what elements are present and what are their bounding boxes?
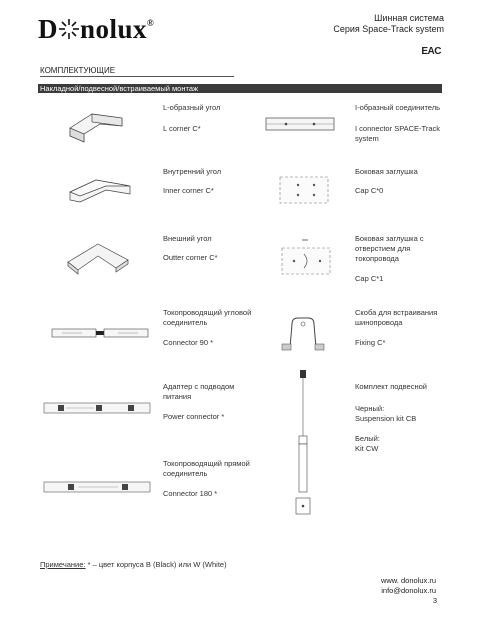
suspension-black-ru: Черный: xyxy=(355,404,385,413)
fixing-ru-2: шинопровода xyxy=(355,318,403,327)
registered-mark: ® xyxy=(147,18,155,28)
section-title: КОМПЛЕКТУЮЩИЕ xyxy=(40,66,116,75)
inner-corner-image xyxy=(66,174,134,208)
connector-90-ru-1: Токопроводящий угловой xyxy=(163,308,252,317)
footnote xyxy=(40,560,227,570)
cap-hole-en: Cap C*1 xyxy=(355,274,384,283)
i-connector-en-1: I connector SPACE-Track xyxy=(355,124,441,133)
brand-logo xyxy=(38,14,154,45)
cap-en: Cap C*0 xyxy=(355,186,384,195)
cap-hole-image xyxy=(280,238,332,276)
title-line-2: Серия Space-Track system xyxy=(333,24,444,34)
contact-info xyxy=(381,576,436,595)
l-corner-ru: L-образный угол xyxy=(163,103,221,112)
section-divider xyxy=(40,76,234,77)
cap-hole-ru-3: токопровода xyxy=(355,254,399,263)
website[interactable]: www. donolux.ru xyxy=(380,576,436,585)
outer-corner-ru: Внешний угол xyxy=(163,234,212,243)
power-connector-en: Power connector * xyxy=(163,412,225,421)
email[interactable]: info@donolux.ru xyxy=(381,585,436,595)
logo-letter-d: D xyxy=(38,14,58,44)
cap-hole-ru-1: Боковая заглушка с xyxy=(355,234,424,243)
power-connector-ru-1: Адаптер с подводом xyxy=(163,382,235,391)
fixing-en: Fixing C* xyxy=(355,338,386,347)
connector-180-ru-1: Токопроводящий прямой xyxy=(163,459,250,468)
outer-corner-en: Outter corner C* xyxy=(163,253,218,262)
eac-mark: EAC xyxy=(421,46,441,57)
inner-corner-ru: Внутренний угол xyxy=(163,167,222,176)
connector-180-image xyxy=(44,479,150,495)
outer-corner-image xyxy=(64,240,134,276)
footnote-label: Примечание: xyxy=(40,560,86,569)
fixing-ru-1: Скоба для встраивания xyxy=(355,308,438,317)
i-connector-ru: I-образный соединитель xyxy=(355,103,441,112)
logo-text: nolux xyxy=(80,14,148,44)
power-connector-image xyxy=(44,400,150,416)
cap-ru: Боковая заглушка xyxy=(355,167,418,176)
footnote-text: * – цвет корпуса B (Black) или W (White) xyxy=(85,560,227,569)
connector-90-image xyxy=(52,326,148,340)
suspension-white-en: Kit CW xyxy=(355,444,379,453)
fixing-image xyxy=(278,314,328,352)
section-subtitle-bar: Накладной/подвесной/встраиваемый монтаж xyxy=(38,84,442,93)
connector-90-ru-2: соединитель xyxy=(163,318,208,327)
l-corner-en: L corner C* xyxy=(163,124,201,133)
power-connector-ru-2: питания xyxy=(163,392,192,401)
suspension-kit-image xyxy=(288,370,318,520)
l-corner-image xyxy=(62,106,132,146)
connector-180-en: Connector 180 * xyxy=(163,489,218,498)
page-number: 3 xyxy=(432,596,437,605)
cap-image xyxy=(278,175,330,205)
cap-hole-ru-2: отверстием для xyxy=(355,244,411,253)
sun-icon xyxy=(58,18,80,40)
i-connector-en-2: system xyxy=(355,134,379,143)
connector-180-ru-2: соединитель xyxy=(163,469,208,478)
connector-90-en: Connector 90 * xyxy=(163,338,214,347)
suspension-ru: Комплект подвесной xyxy=(355,382,427,391)
suspension-white-ru: Белый: xyxy=(355,434,380,443)
title-line-1: Шинная система xyxy=(374,13,444,23)
document-title xyxy=(333,13,444,35)
inner-corner-en: Inner corner C* xyxy=(163,186,214,195)
suspension-black-en: Suspension kit CB xyxy=(355,414,417,423)
i-connector-image xyxy=(266,116,334,134)
